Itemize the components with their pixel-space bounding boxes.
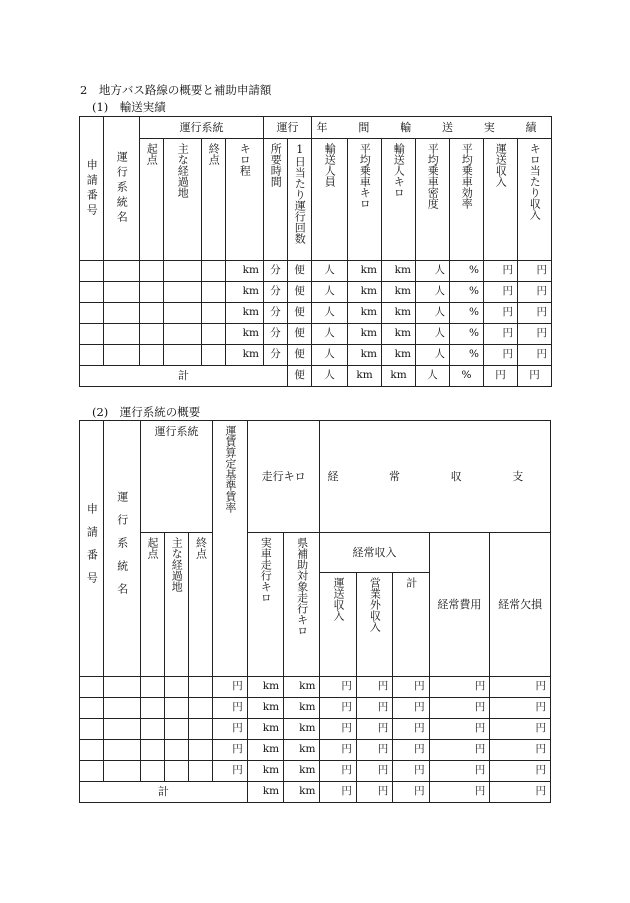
col-application-no: 申請番号 (80, 421, 104, 677)
unit-cell: km (382, 261, 416, 282)
unit-yen: 円 (356, 782, 392, 803)
col-actual-km: 実車走行キロ (247, 533, 283, 677)
unit-yen: 円 (320, 782, 356, 803)
unit-cell: km (348, 345, 382, 366)
blank-cell (164, 282, 202, 303)
blank-cell (140, 740, 164, 761)
section-heading: 2 地方バス路線の概要と補助申請額 (80, 83, 272, 97)
col-via: 主な経過地 (164, 139, 202, 261)
unit-cell: 円 (356, 719, 392, 740)
blank-cell (80, 719, 104, 740)
col-application-no: 申請番号 (80, 117, 104, 261)
blank-cell (140, 345, 164, 366)
unit-cell: 円 (320, 677, 356, 698)
unit-cell: 円 (484, 324, 518, 345)
unit-cell: km (348, 261, 382, 282)
table-row (80, 345, 552, 366)
col-nonop-income: 営業外収入 (356, 573, 392, 677)
unit-cell: 円 (484, 282, 518, 303)
unit-cell: 分 (264, 303, 288, 324)
unit-yen: 円 (393, 782, 429, 803)
blank-cell (80, 303, 104, 324)
unit-yen: 円 (484, 366, 518, 387)
unit-cell: 円 (429, 740, 490, 761)
unit-cell: 円 (518, 303, 552, 324)
unit-cell: km (348, 303, 382, 324)
blank-cell (104, 324, 140, 345)
col-route-name: 運行系統名 (104, 421, 140, 677)
col-fare-rate: 運賃算定基準賃率 (213, 421, 247, 677)
unit-cell: km (284, 677, 320, 698)
unit-cell: 円 (213, 677, 247, 698)
blank-cell (80, 282, 104, 303)
col-revenue: 運送収入 (484, 139, 518, 261)
unit-cell: km (348, 282, 382, 303)
blank-cell (104, 677, 140, 698)
unit-cell: km (226, 345, 264, 366)
group-income: 経常収入 (320, 533, 429, 573)
unit-cell: km (382, 345, 416, 366)
blank-cell (104, 303, 140, 324)
unit-cell: % (450, 303, 484, 324)
unit-cell: 円 (518, 345, 552, 366)
blank-cell (140, 719, 164, 740)
col-income-total: 計 (393, 573, 429, 677)
unit-cell: 円 (213, 740, 247, 761)
unit-pct: % (450, 366, 484, 387)
group-route: 運行系統 (140, 421, 213, 533)
group-route: 運行系統 (140, 117, 264, 139)
col-avg-ride-km: 平均乗車キロ (348, 139, 382, 261)
unit-cell: 人 (416, 261, 450, 282)
col-start: 起点 (140, 533, 164, 677)
table-row (80, 261, 552, 282)
col-via: 主な経過地 (164, 533, 188, 677)
unit-cell: 便 (288, 324, 312, 345)
blank-cell (80, 740, 104, 761)
table-row (80, 282, 552, 303)
unit-cell: 円 (356, 740, 392, 761)
unit-person: 人 (416, 366, 450, 387)
blank-cell (140, 698, 164, 719)
unit-cell: 人 (312, 345, 348, 366)
unit-cell: 人 (416, 282, 450, 303)
blank-cell (202, 282, 226, 303)
unit-cell: km (284, 719, 320, 740)
blank-cell (104, 740, 140, 761)
unit-cell: km (226, 324, 264, 345)
unit-cell: 分 (264, 282, 288, 303)
unit-cell: 円 (320, 740, 356, 761)
group-balance: 経 常 収 支 (320, 421, 551, 533)
table-row (80, 698, 551, 719)
unit-yen: 円 (429, 782, 490, 803)
total-row (80, 782, 551, 803)
col-expense: 経常費用 (429, 533, 490, 677)
unit-yen: 円 (490, 782, 551, 803)
col-transport-income: 運送収入 (320, 573, 356, 677)
col-km: キロ程 (226, 139, 264, 261)
unit-cell: 円 (490, 761, 551, 782)
unit-cell: 円 (320, 761, 356, 782)
blank-cell (80, 261, 104, 282)
unit-cell: km (226, 261, 264, 282)
blank-cell (140, 282, 164, 303)
unit-cell: km (247, 698, 283, 719)
col-time: 所要時間 (264, 139, 288, 261)
unit-km: km (247, 782, 283, 803)
unit-cell: 円 (393, 740, 429, 761)
unit-km: km (284, 782, 320, 803)
blank-cell (164, 303, 202, 324)
unit-cell: 円 (356, 677, 392, 698)
unit-km: km (348, 366, 382, 387)
unit-cell: 人 (416, 303, 450, 324)
blank-cell (80, 345, 104, 366)
table-row (80, 303, 552, 324)
col-avg-density: 平均乗車密度 (416, 139, 450, 261)
unit-cell: km (247, 761, 283, 782)
blank-cell (164, 345, 202, 366)
table-row (80, 677, 551, 698)
unit-cell: 円 (393, 698, 429, 719)
blank-cell (104, 261, 140, 282)
unit-cell: 円 (484, 303, 518, 324)
unit-cell: % (450, 324, 484, 345)
blank-cell (189, 761, 213, 782)
total-row (80, 366, 552, 387)
col-revenue-per-km: キロ当たり収入 (518, 139, 552, 261)
col-daily-trips: 1日当たり運行回数 (288, 139, 312, 261)
blank-cell (164, 677, 188, 698)
unit-cell: 円 (429, 698, 490, 719)
blank-cell (80, 677, 104, 698)
blank-cell (189, 677, 213, 698)
blank-cell (164, 698, 188, 719)
unit-cell: 分 (264, 261, 288, 282)
unit-cell: 円 (393, 677, 429, 698)
unit-cell: 人 (312, 303, 348, 324)
unit-cell: km (382, 282, 416, 303)
unit-cell: 人 (416, 345, 450, 366)
unit-cell: 円 (356, 698, 392, 719)
unit-cell: % (450, 261, 484, 282)
unit-cell: 円 (490, 677, 551, 698)
unit-cell: km (348, 324, 382, 345)
unit-cell: 円 (518, 261, 552, 282)
blank-cell (80, 761, 104, 782)
blank-cell (189, 719, 213, 740)
blank-cell (104, 698, 140, 719)
unit-cell: 円 (356, 761, 392, 782)
blank-cell (202, 345, 226, 366)
unit-cell: 円 (429, 761, 490, 782)
transport-results-table (79, 116, 552, 387)
unit-cell: 分 (264, 345, 288, 366)
col-end: 終点 (189, 533, 213, 677)
blank-cell (80, 324, 104, 345)
unit-cell: 便 (288, 282, 312, 303)
group-annual-results: 年 間 輸 送 実 績 (312, 117, 552, 139)
unit-cell: 円 (490, 719, 551, 740)
blank-cell (202, 324, 226, 345)
unit-cell: 便 (288, 261, 312, 282)
blank-cell (189, 698, 213, 719)
group-operation: 運行 (264, 117, 312, 139)
unit-cell: 円 (484, 345, 518, 366)
unit-cell: km (226, 282, 264, 303)
unit-cell: 円 (213, 719, 247, 740)
col-start: 起点 (140, 139, 164, 261)
blank-cell (164, 719, 188, 740)
col-route-name: 運行系統名 (104, 117, 140, 261)
unit-cell: 人 (416, 324, 450, 345)
table-row (80, 740, 551, 761)
col-deficit: 経常欠損 (490, 533, 551, 677)
unit-person: 人 (312, 366, 348, 387)
blank-cell (164, 761, 188, 782)
blank-cell (104, 345, 140, 366)
unit-cell: 人 (312, 324, 348, 345)
table-row (80, 719, 551, 740)
table-row (80, 324, 552, 345)
unit-cell: 円 (429, 719, 490, 740)
unit-cell: km (284, 761, 320, 782)
blank-cell (104, 761, 140, 782)
blank-cell (164, 324, 202, 345)
unit-cell: 人 (312, 282, 348, 303)
unit-cell: 便 (288, 345, 312, 366)
unit-cell: % (450, 282, 484, 303)
unit-cell: km (284, 698, 320, 719)
unit-cell: 人 (312, 261, 348, 282)
blank-cell (80, 698, 104, 719)
table-row (80, 761, 551, 782)
unit-yen: 円 (518, 366, 552, 387)
subsection-title-route-overview: (2) 運行系統の概要 (92, 405, 201, 419)
unit-cell: km (382, 303, 416, 324)
group-run-km: 走行キロ (247, 421, 320, 533)
unit-cell: km (247, 677, 283, 698)
total-label: 計 (80, 366, 288, 387)
unit-cell: 円 (484, 261, 518, 282)
blank-cell (189, 740, 213, 761)
unit-cell: 円 (393, 719, 429, 740)
blank-cell (140, 761, 164, 782)
unit-cell: 円 (490, 740, 551, 761)
unit-cell: km (382, 324, 416, 345)
blank-cell (164, 740, 188, 761)
unit-cell: 円 (518, 324, 552, 345)
unit-cell: 分 (264, 324, 288, 345)
blank-cell (164, 261, 202, 282)
unit-cell: % (450, 345, 484, 366)
unit-km: km (382, 366, 416, 387)
unit-cell: 円 (213, 761, 247, 782)
route-overview-table (79, 420, 551, 803)
unit-cell: 円 (213, 698, 247, 719)
blank-cell (140, 677, 164, 698)
unit-cell: 円 (490, 698, 551, 719)
col-passenger-km: 輸送人キロ (382, 139, 416, 261)
col-avg-efficiency: 平均乗車効率 (450, 139, 484, 261)
unit-cell: 円 (320, 719, 356, 740)
blank-cell (140, 324, 164, 345)
col-passengers: 輸送人員 (312, 139, 348, 261)
blank-cell (104, 719, 140, 740)
total-label: 計 (80, 782, 248, 803)
subsection-title-transport: (1) 輸送実績 (92, 100, 166, 114)
unit-cell: 円 (518, 282, 552, 303)
blank-cell (202, 261, 226, 282)
unit-trips: 便 (288, 366, 312, 387)
col-pref-km: 県補助対象走行キロ (284, 533, 320, 677)
unit-cell: 便 (288, 303, 312, 324)
unit-cell: 円 (429, 677, 490, 698)
blank-cell (140, 261, 164, 282)
unit-cell: km (284, 740, 320, 761)
blank-cell (104, 282, 140, 303)
unit-cell: 円 (320, 698, 356, 719)
col-end: 終点 (202, 139, 226, 261)
unit-cell: 円 (393, 761, 429, 782)
unit-cell: km (247, 740, 283, 761)
blank-cell (202, 303, 226, 324)
unit-cell: km (226, 303, 264, 324)
blank-cell (140, 303, 164, 324)
unit-cell: km (247, 719, 283, 740)
